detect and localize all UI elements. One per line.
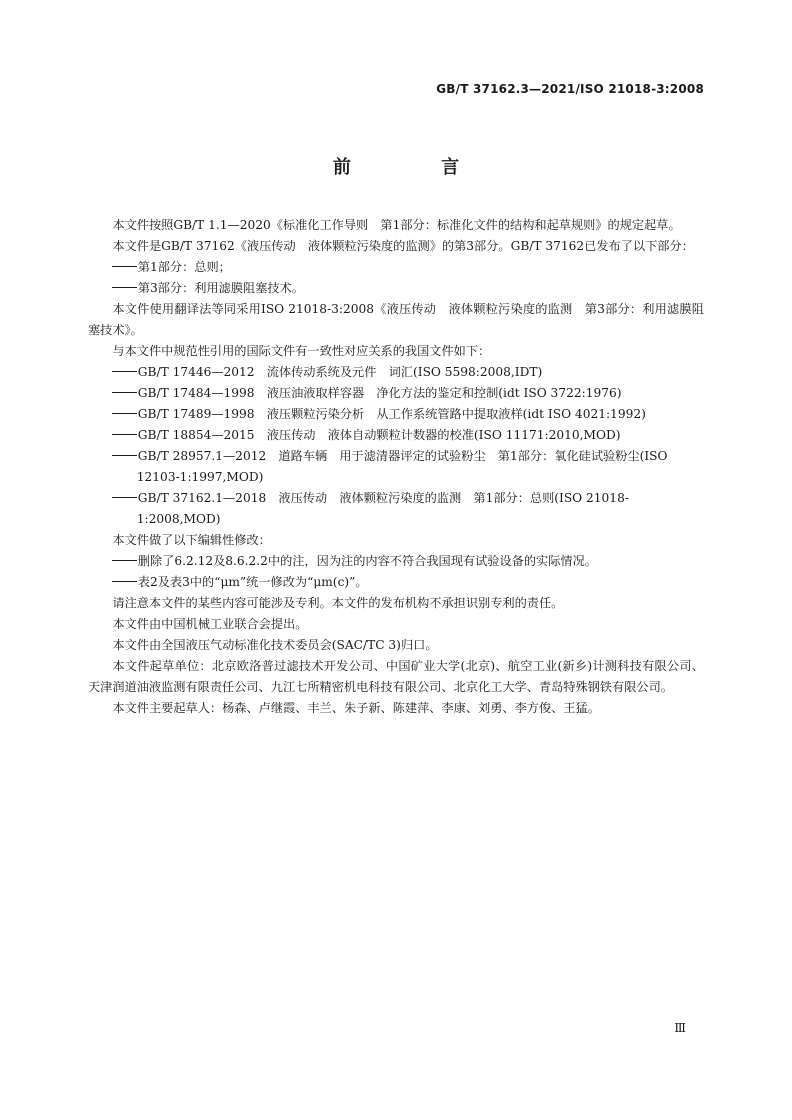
paragraph: 本文件做了以下编辑性修改： — [112, 533, 271, 547]
list-item-text: 表2及表3中的“μm”统一修改为“μm(c)”。 — [137, 575, 368, 589]
paragraph: 请注意本文件的某些内容可能涉及专利。本文件的发布机构不承担识别专利的责任。 — [112, 596, 564, 610]
list-item-text: 第3部分：利用滤膜阻塞技术。 — [137, 281, 304, 295]
dash-mark — [112, 455, 136, 456]
paragraph: 本文件是GB/T 37162《液压传动 液体颗粒污染度的监测》的第3部分。GB/T 37162已发布了以下部分： — [112, 239, 694, 253]
list-item — [88, 362, 704, 383]
list-item — [88, 404, 704, 425]
list-item — [88, 257, 704, 278]
paragraph: 本文件使用翻译法等同采用ISO 21018-3:2008《液压传动 液体颗粒污染度的监测 第3部分：利用滤膜阻塞技术》。 — [88, 302, 704, 337]
list-item — [88, 278, 704, 299]
list-item-text: GB/T 37162.1—2018 液压传动 液体颗粒污染度的监测 第1部分：总则(ISO 21018-1:2008,MOD) — [136, 491, 629, 526]
paragraph: 本文件起草单位：北京欧洛普过滤技术开发公司、中国矿业大学(北京)、航空工业(新乡)计测科技有限公司、天津润道油液监测有限责任公司、九江七所精密机电科技有限公司、北京化工大学、青岛特殊钢铁有限公司。 — [88, 659, 704, 694]
list-item — [88, 488, 704, 530]
list-item-text: GB/T 17489—1998 液压颗粒污染分析 从工作系统管路中提取液样(idt ISO 4021:1992) — [137, 407, 646, 421]
paragraph: 本文件由中国机械工业联合会提出。 — [112, 617, 308, 631]
paragraph: 与本文件中规范性引用的国际文件有一致性对应关系的我国文件如下： — [112, 344, 491, 358]
dash-mark — [112, 392, 136, 393]
dash-mark — [112, 287, 136, 288]
paragraph: 本文件由全国液压气动标准化技术委员会(SAC/TC 3)归口。 — [112, 638, 438, 652]
dash-mark — [112, 434, 136, 435]
paragraph: 本文件按照GB/T 1.1—2020《标准化工作导则 第1部分：标准化文件的结构和起草规则》的规定起草。 — [112, 218, 681, 232]
list-item-text: GB/T 17484—1998 液压油液取样容器 净化方法的鉴定和控制(idt ISO 3722:1976) — [137, 386, 622, 400]
list-item — [88, 551, 704, 572]
list-item-text: 删除了6.2.12及8.6.2.2中的注，因为注的内容不符合我国现有试验设备的实际情况。 — [137, 554, 597, 568]
paragraph: 本文件主要起草人：杨森、卢继霞、丰兰、朱子新、陈建萍、李康、刘勇、李方俊、王猛。 — [112, 701, 600, 715]
list-item-text: GB/T 28957.1—2012 道路车辆 用于滤清器评定的试验粉尘 第1部分：氧化硅试验粉尘(ISO 12103-1:1997,MOD) — [136, 449, 668, 484]
list-item — [88, 446, 704, 488]
list-item — [88, 572, 704, 593]
dash-mark — [112, 413, 136, 414]
list-item — [88, 383, 704, 404]
page-title: 前 言 — [332, 157, 502, 178]
dash-mark — [112, 371, 136, 372]
dash-mark — [112, 581, 136, 582]
list-item-text: 第1部分：总则； — [137, 260, 231, 274]
list-item-text: GB/T 18854—2015 液压传动 液体自动颗粒计数器的校准(ISO 11171:2010,MOD) — [137, 428, 621, 442]
dash-mark — [112, 266, 136, 267]
page-number: Ⅲ — [674, 1021, 686, 1035]
dash-mark — [112, 560, 136, 561]
list-item-text: GB/T 17446—2012 流体传动系统及元件 词汇(ISO 5598:2008,IDT) — [137, 365, 543, 379]
standard-code: GB/T 37162.3—2021/ISO 21018-3:2008 — [436, 82, 704, 96]
list-item — [88, 425, 704, 446]
dash-mark — [112, 497, 136, 498]
foreword-body — [88, 215, 704, 719]
